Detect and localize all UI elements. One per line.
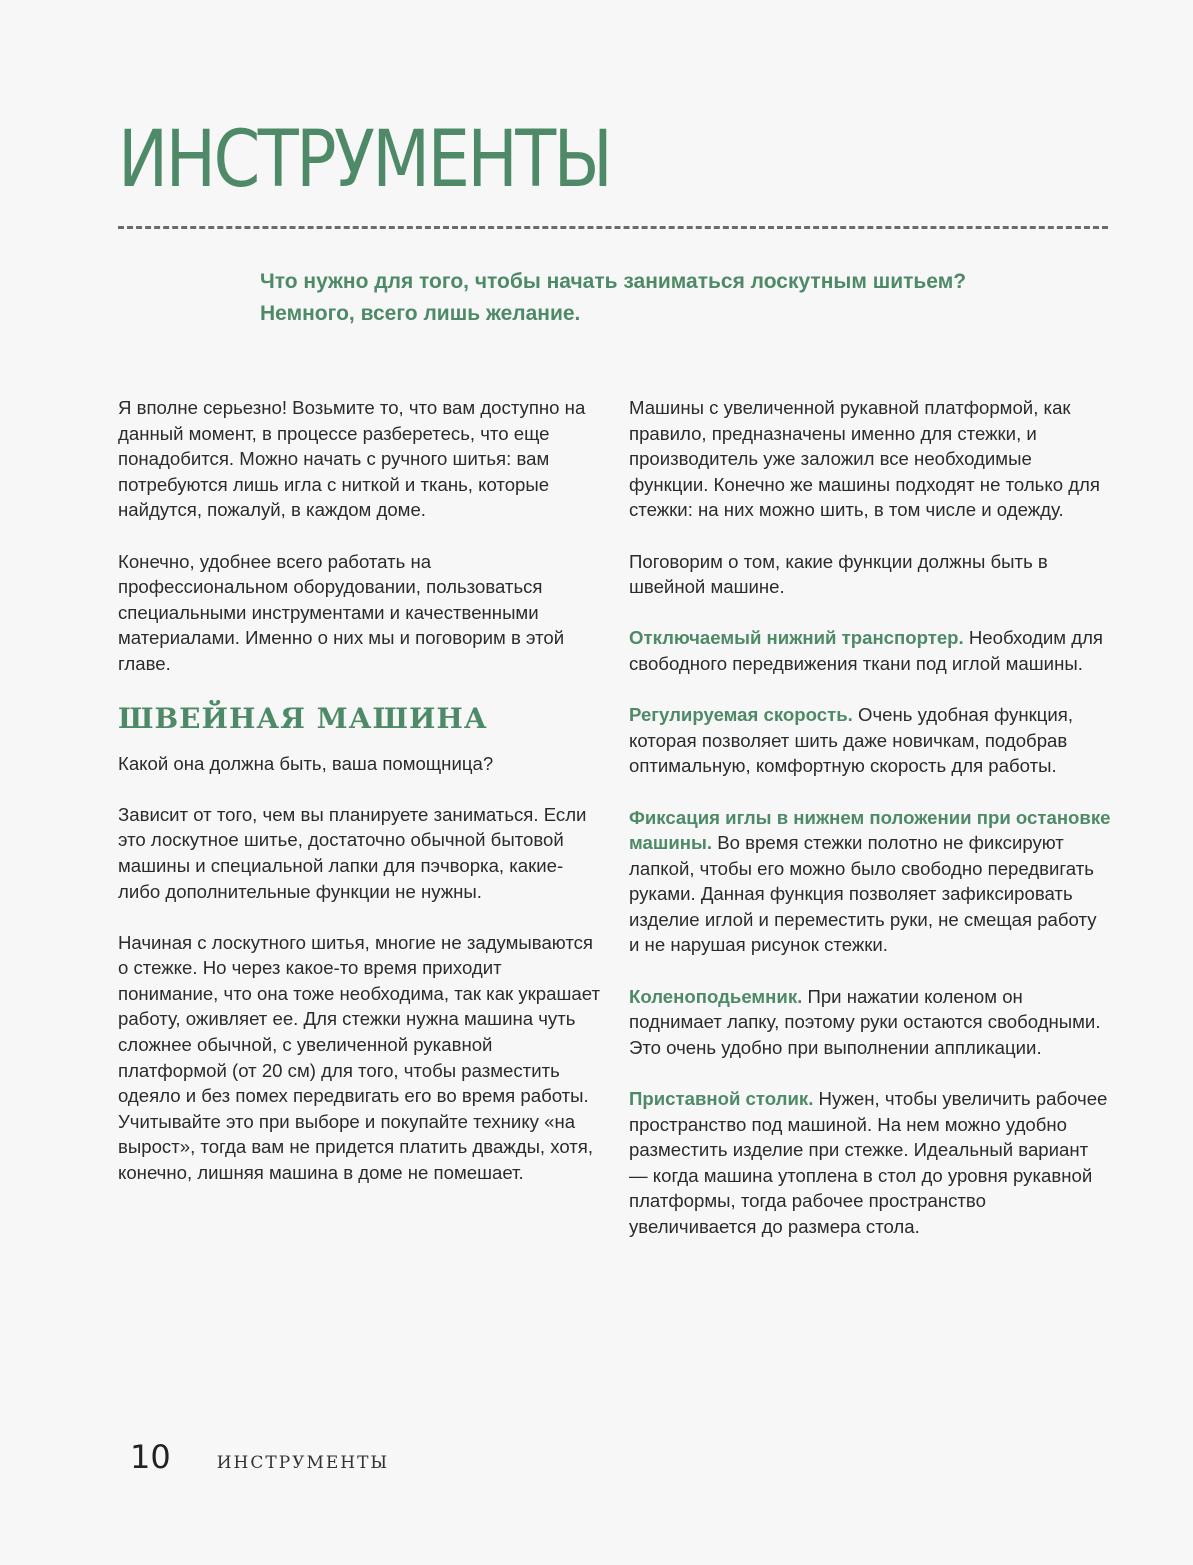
feature-text: Нужен, чтобы увеличить рабочее пространство под машиной. На нем можно удобно разместить изделие при стежке. Идеальный вариант — когда машина утоплена в стол до уровня рукавной платформы, тогда рабочее пространство увеличивается до размера стола. xyxy=(629,1088,1108,1237)
page-number: 10 xyxy=(130,1438,171,1476)
lead-line-1: Что нужно для того, чтобы начать заниматься лоскутным шитьем? xyxy=(260,270,967,293)
paragraph: Какой она должна быть, ваша помощница? xyxy=(118,752,494,774)
feature-text: Очень удобная функция, которая позволяет шить даже новичкам, подобрав оптимальную, комфортную скорость для работы. xyxy=(629,704,1074,777)
running-head: ИНСТРУМЕНТЫ xyxy=(216,1453,390,1473)
feature-text: Во время стежки полотно не фиксируют лапкой, чтобы его можно было свободно передвигать руками. Данная функция позволяет зафиксировать изделие иглой и переместить руки, не смещая работу и не нарушая рисунок стежки. xyxy=(629,832,1097,956)
feature-paragraph xyxy=(629,1086,1111,1240)
feature-paragraph xyxy=(629,984,1111,1061)
dashed-divider xyxy=(118,226,1108,229)
feature-paragraph xyxy=(629,805,1111,959)
paragraph: Конечно, удобнее всего работать на профессиональном оборудовании, пользоваться специальными инструментами и качественными материалами. Именно о них мы и поговорим в этой главе. xyxy=(118,550,565,674)
page-footer xyxy=(130,1438,389,1476)
right-column xyxy=(629,395,1111,1265)
chapter-lead xyxy=(260,266,1080,330)
feature-text: Необходим для свободного передвижения ткани под иглой машины. xyxy=(629,627,1103,674)
feature-term: Отключаемый нижний транспортер. xyxy=(629,627,964,649)
paragraph: Машины с увеличенной рукавной платформой, как правило, предназначены именно для стежки, и производитель уже заложил все необходимые функции. Конечно же машины подходят не только для стежки: на них можно шить, в том числе и одежду. xyxy=(629,397,1100,521)
feature-term: Коленоподьемник. xyxy=(629,985,803,1007)
paragraph: Зависит от того, чем вы планируете заниматься. Если это лоскутное шитье, достаточно обычной бытовой машины и специальной лапки для пэчворка, какие-либо дополнительные функции не нужны. xyxy=(118,803,587,902)
section-heading: ШВЕЙНАЯ МАШИНА xyxy=(118,701,488,735)
feature-term: Приставной столик. xyxy=(629,1088,814,1110)
paragraph: Начиная с лоскутного шитья, многие не задумываются о стежке. Но через какое-то время приходит понимание, что она тоже необходима, так как украшает работу, оживляет ее. Для стежки нужна машина чуть сложнее обычной, с увеличенной рукавной платформой (от 20 см) для того, чтобы разместить одеяло и без помех передвигать его во время работы. Учитывайте это при выборе и покупайте технику «на вырост», тогда вам не придется платить дважды, хотя, конечно, лишняя машина в доме не помешает. xyxy=(118,931,600,1184)
feature-term: Фиксация иглы в нижнем положении при остановке машины. xyxy=(629,806,1111,854)
feature-text: При нажатии коленом он поднимает лапку, поэтому руки остаются свободными. Это очень удобно при выполнении аппликации. xyxy=(629,985,1101,1058)
feature-paragraph xyxy=(629,625,1111,676)
paragraph: Поговорим о том, какие функции должны быть в швейной машине. xyxy=(629,550,1048,598)
left-column xyxy=(118,395,600,1211)
chapter-title: ИНСТРУМЕНТЫ xyxy=(118,115,611,205)
paragraph: Я вполне серьезно! Возьмите то, что вам доступно на данный момент, в процессе разберетесь, что еще понадобится. Можно начать с ручного шитья: вам потребуются лишь игла с ниткой и ткань, которые найдутся, пожалуй, в каждом доме. xyxy=(118,397,586,521)
feature-term: Регулируемая скорость. xyxy=(629,704,853,726)
feature-paragraph xyxy=(629,702,1111,779)
lead-line-2: Немного, всего лишь желание. xyxy=(260,302,581,325)
